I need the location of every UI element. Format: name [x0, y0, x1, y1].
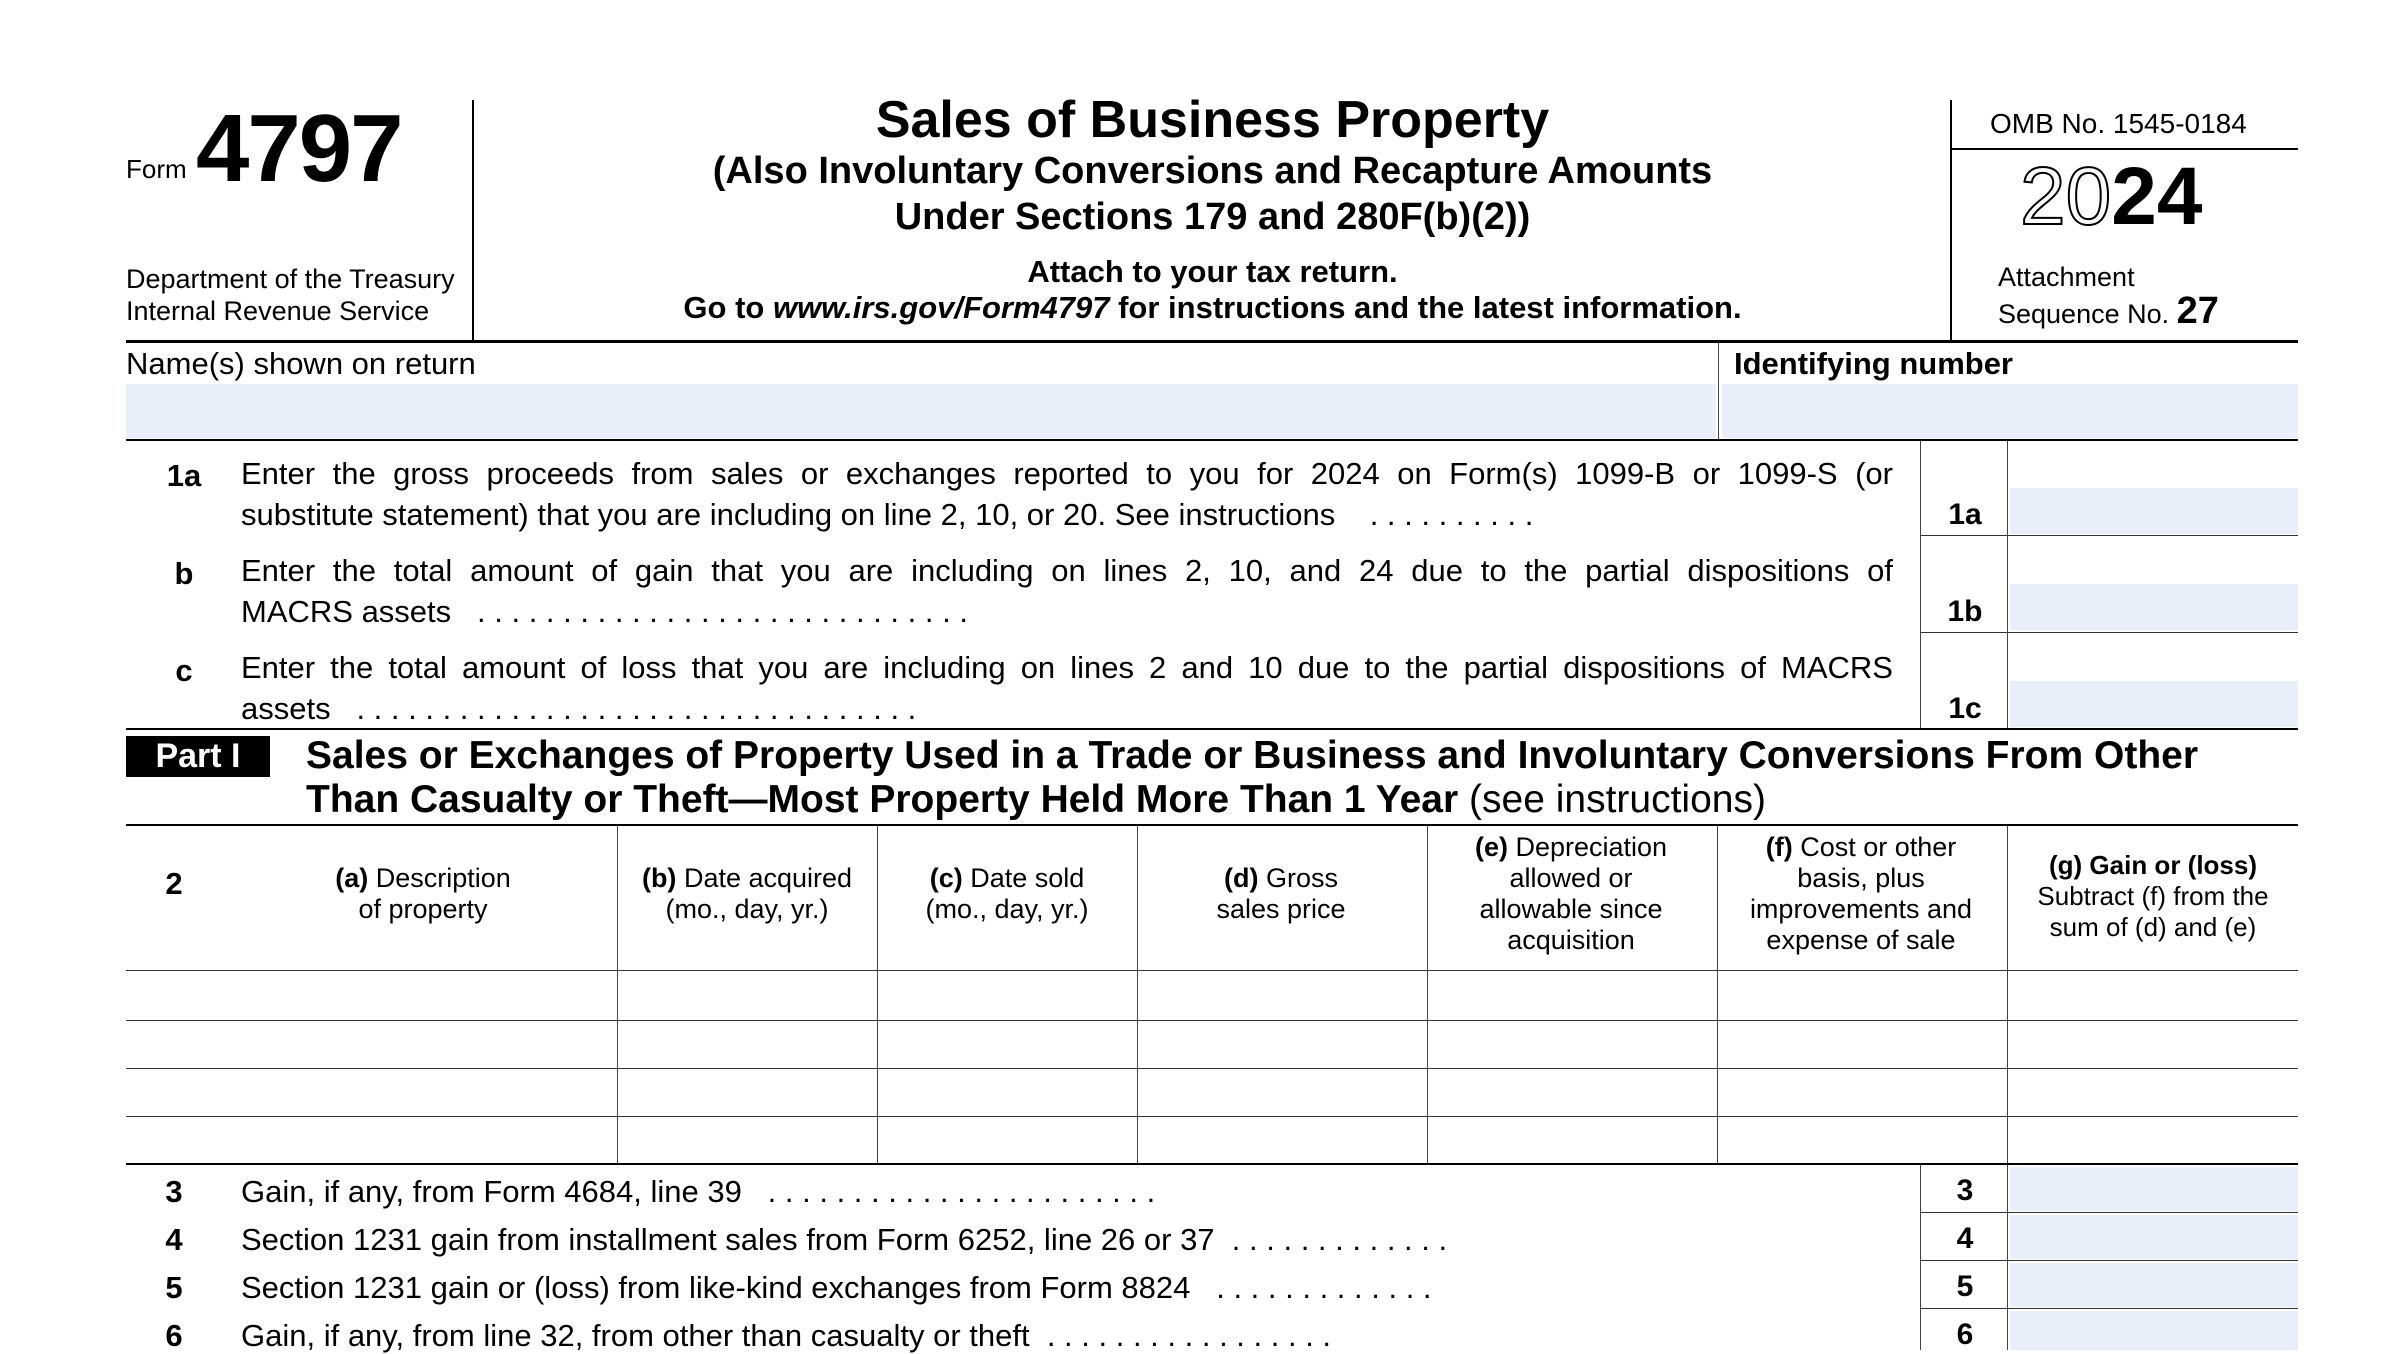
attach-instruction: Attach to your tax return.: [1027, 254, 1398, 289]
line-1c-text-1: Enter the total amount of loss that you are including on lines 2 and 10 due to the partial dispositions of MACRS: [241, 650, 1893, 685]
attachment-label: Attachment: [1998, 262, 2135, 292]
form-label: Form: [126, 154, 187, 184]
col-d-header: [1138, 863, 1424, 925]
line-2-row-1-gain-loss-input[interactable]: [2009, 973, 2298, 1019]
col-e-header-3: allowable since: [1479, 894, 1663, 924]
line-2-row-3-gain-loss-input[interactable]: [2009, 1069, 2298, 1115]
grid-col-border-b: [617, 826, 618, 1164]
line-2-row-4-date-sold-input[interactable]: [879, 1117, 1136, 1163]
line-2-row-4-date-acquired-input[interactable]: [619, 1117, 876, 1163]
line-4-number: 4: [165, 1222, 183, 1257]
line-1b-box-label: 1b: [1947, 595, 1983, 628]
year-prefix: 20: [2020, 151, 2112, 242]
part-i-title-note: (see instructions): [1458, 778, 1766, 821]
line-2-row-2-description-input[interactable]: [126, 1021, 616, 1067]
irs-url-link[interactable]: www.irs.gov/Form4797: [772, 290, 1110, 325]
line-3-bottom-rule: [1920, 1212, 2298, 1213]
names-label: Name(s) shown on return: [126, 346, 476, 381]
identifying-number-input[interactable]: [1722, 384, 2298, 438]
line-2-row-4-gain-loss-input[interactable]: [2009, 1117, 2298, 1163]
line-2-row-3-depreciation-input[interactable]: [1429, 1069, 1716, 1115]
col-b-header-1: (b) Date acquired: [641, 863, 853, 893]
col-e-header-1: (e) Depreciation: [1474, 832, 1668, 862]
line-5-bottom-rule: [1920, 1308, 2298, 1309]
line-2-row-1-description-input[interactable]: [126, 973, 616, 1019]
line-1b-bottom-rule: [1920, 632, 2298, 633]
line-2-row-4-cost-basis-input[interactable]: [1719, 1117, 2006, 1163]
line-2-row-4-description-input[interactable]: [126, 1117, 616, 1163]
grid-col-border-f: [1717, 826, 1718, 1164]
name-row-bottom-rule: [126, 439, 2298, 441]
line-2-row-1-gross-sales-price-input[interactable]: [1139, 973, 1426, 1019]
line-1a-number: 1a: [166, 458, 202, 493]
col-g-header-3: sum of (d) and (e): [2049, 912, 2257, 942]
sequence-label: Sequence No.: [1998, 299, 2170, 329]
line-2-row-2-cost-basis-input[interactable]: [1719, 1021, 2006, 1067]
line-2-row-1-depreciation-input[interactable]: [1429, 973, 1716, 1019]
line-2-row-2-depreciation-input[interactable]: [1429, 1021, 1716, 1067]
line-1c-number: c: [175, 653, 193, 688]
line-2-row-2-date-sold-input[interactable]: [879, 1021, 1136, 1067]
line-2-row-2-gain-loss-input[interactable]: [2009, 1021, 2298, 1067]
col-e-header: [1428, 832, 1714, 956]
line-1b-number: b: [174, 556, 194, 591]
grid-header-bottom-rule: [126, 970, 2298, 971]
col-b-header: [618, 863, 876, 925]
line-1b-text-2: [241, 591, 968, 632]
line-4-amount-input[interactable]: [2010, 1215, 2298, 1259]
line-2-number: 2: [165, 866, 183, 901]
col-a-header: [230, 863, 616, 925]
part-i-title-2: [306, 778, 1766, 822]
col-f-header-4: expense of sale: [1766, 925, 1956, 955]
col-f-header-3: improvements and: [1749, 894, 1973, 924]
names-input[interactable]: [126, 384, 1716, 438]
col-g-header-1: (g) Gain or (loss): [2049, 850, 2257, 880]
line-1b-text-1: Enter the total amount of gain that you are including on lines 2, 10, and 24 due to the partial dispositions of: [241, 553, 1893, 588]
col-e-header-4: acquisition: [1507, 925, 1635, 955]
line-1a-text-1: Enter the gross proceeds from sales or exchanges reported to you for 2024 on Form(s) 1099-B or 1099-S (or: [241, 456, 1893, 491]
line-1a-desc: substitute statement) that you are including on line 2, 10, or 20. See instructions: [241, 497, 1336, 532]
line-6-amount-input[interactable]: [2010, 1311, 2298, 1350]
col-d-header-1: (d) Gross: [1224, 863, 1338, 893]
col-f-header-2: basis, plus: [1797, 863, 1925, 893]
col-a-header-2: of property: [358, 894, 488, 924]
line-2-row-2-date-acquired-input[interactable]: [619, 1021, 876, 1067]
line-5-desc: Section 1231 gain or (loss) from like-kind exchanges from Form 8824: [241, 1270, 1191, 1305]
part-i-title-bottom-rule: [126, 824, 2298, 826]
line-2-row-3-date-acquired-input[interactable]: [619, 1069, 876, 1115]
line-1c-leader-dots: . . . . . . . . . . . . . . . . . . . . . . . . . . . . . . . . .: [356, 691, 917, 726]
form-subtitle-1: (Also Involuntary Conversions and Recapture Amounts: [712, 150, 1713, 192]
col-g-header: [2008, 850, 2298, 943]
line-6-text: [241, 1318, 1331, 1354]
grid-col-border-e: [1427, 826, 1428, 1164]
line-6-leader-dots: . . . . . . . . . . . . . . . . .: [1046, 1318, 1332, 1353]
line-4-box-label: 4: [1956, 1222, 1974, 1255]
col-g-header-2: Subtract (f) from the: [2037, 881, 2269, 911]
line-1a-amount-input[interactable]: [2010, 488, 2298, 534]
col-c-header-1: (c) Date sold: [929, 863, 1085, 893]
line-3-number: 3: [165, 1174, 183, 1209]
form-subtitle-2: Under Sections 179 and 280F(b)(2)): [894, 196, 1531, 238]
line-3-box-label: 3: [1956, 1174, 1974, 1207]
col-b-header-2: (mo., day, yr.): [665, 894, 829, 924]
year-suffix: 24: [2111, 151, 2203, 242]
line-1a-bottom-rule: [1920, 535, 2298, 536]
line-1b-leader-dots: . . . . . . . . . . . . . . . . . . . . . . . . . . . . .: [477, 594, 968, 629]
line-5-number: 5: [165, 1270, 183, 1305]
identifying-number-label: Identifying number: [1734, 346, 2013, 381]
col-f-header: [1718, 832, 2004, 956]
line-4-bottom-rule: [1920, 1260, 2298, 1261]
line-5-leader-dots: . . . . . . . . . . . . .: [1216, 1270, 1432, 1305]
line-1c-amount-input[interactable]: [2010, 681, 2298, 727]
line-1c-desc: assets: [241, 691, 331, 726]
line-6-number: 6: [165, 1318, 183, 1353]
part-i-title-1: Sales or Exchanges of Property Used in a Trade or Business and Involuntary Conversions From Other: [306, 734, 2199, 777]
line-6-desc: Gain, if any, from line 32, from other than casualty or theft: [241, 1318, 1030, 1353]
header-divider-right: [1950, 100, 1952, 340]
line-4-text: [241, 1222, 1447, 1258]
department-name: Department of the Treasury: [126, 264, 455, 294]
line-2-row-3-description-input[interactable]: [126, 1069, 616, 1115]
line-4-desc: Section 1231 gain from installment sales from Form 6252, line 26 or 37: [241, 1222, 1215, 1257]
agency-name: Internal Revenue Service: [126, 296, 430, 326]
goto-instruction: [480, 290, 1945, 326]
line-2-row-4-gross-sales-price-input[interactable]: [1139, 1117, 1426, 1163]
line-2-row-4-depreciation-input[interactable]: [1429, 1117, 1716, 1163]
line1-boxlabel-left-border: [1920, 441, 1921, 729]
line-3-amount-input[interactable]: [2010, 1167, 2298, 1211]
goto-suffix: for instructions and the latest information.: [1109, 290, 1742, 325]
line-5-box-label: 5: [1956, 1270, 1974, 1303]
col-c-header: [878, 863, 1136, 925]
line-1b-desc: MACRS assets: [241, 594, 452, 629]
line-3-leader-dots: . . . . . . . . . . . . . . . . . . . . . . .: [767, 1174, 1156, 1209]
col-a-header-1: (a) Description: [335, 863, 511, 893]
omb-number: OMB No. 1545-0184: [1990, 108, 2247, 139]
line-2-row-3-cost-basis-input[interactable]: [1719, 1069, 2006, 1115]
line-2-row-3-gross-sales-price-input[interactable]: [1139, 1069, 1426, 1115]
sequence-number: 27: [2176, 290, 2219, 332]
goto-prefix: Go to: [683, 290, 773, 325]
line-1c-text-2: [241, 688, 916, 729]
name-row-divider: [1718, 343, 1719, 440]
line-1a-text-2: [241, 494, 1533, 535]
col-d-header-2: sales price: [1216, 894, 1346, 924]
line-3-text: [241, 1174, 1155, 1210]
part-i-title-2-text: Than Casualty or Theft—Most Property Held More Than 1 Year: [306, 778, 1459, 821]
line1-bottom-rule: [126, 728, 2298, 730]
line-5-text: [241, 1270, 1432, 1306]
line-1a-leader-dots: . . . . . . . . . .: [1369, 497, 1534, 532]
line-1c-box-label: 1c: [1948, 692, 1982, 725]
header-bottom-rule: [126, 340, 2298, 343]
line-5-amount-input[interactable]: [2010, 1263, 2298, 1307]
grid-col-border-c: [877, 826, 878, 1164]
line-1a-box-label: 1a: [1948, 498, 1982, 531]
grid-col-border-d: [1137, 826, 1138, 1164]
grid-col-border-g: [2007, 826, 2008, 1164]
col-c-header-2: (mo., day, yr.): [925, 894, 1089, 924]
grid-bottom-rule: [126, 1163, 2298, 1165]
line-2-row-3-date-sold-input[interactable]: [879, 1069, 1136, 1115]
form-number: 4797: [196, 95, 402, 202]
line-1b-amount-input[interactable]: [2010, 584, 2298, 630]
header-divider-left: [472, 100, 474, 340]
part-i-badge: Part I: [126, 736, 270, 777]
sequence-label-wrap: [1998, 290, 2219, 333]
line-6-box-label: 6: [1956, 1318, 1974, 1351]
line-3-desc: Gain, if any, from Form 4684, line 39: [241, 1174, 742, 1209]
form-title: Sales of Business Property: [875, 91, 1550, 149]
lines-3-6-boxlabel-left-border: [1920, 1165, 1921, 1350]
col-e-header-2: allowed or: [1509, 863, 1633, 893]
line-2-row-2-gross-sales-price-input[interactable]: [1139, 1021, 1426, 1067]
line-4-leader-dots: . . . . . . . . . . . . .: [1231, 1222, 1448, 1257]
line-2-row-1-cost-basis-input[interactable]: [1719, 973, 2006, 1019]
col-f-header-1: (f) Cost or other: [1765, 832, 1957, 862]
line-2-row-1-date-sold-input[interactable]: [879, 973, 1136, 1019]
line-2-row-1-date-acquired-input[interactable]: [619, 973, 876, 1019]
tax-year: [2020, 150, 2202, 244]
line1-amount-left-border: [2007, 441, 2008, 729]
